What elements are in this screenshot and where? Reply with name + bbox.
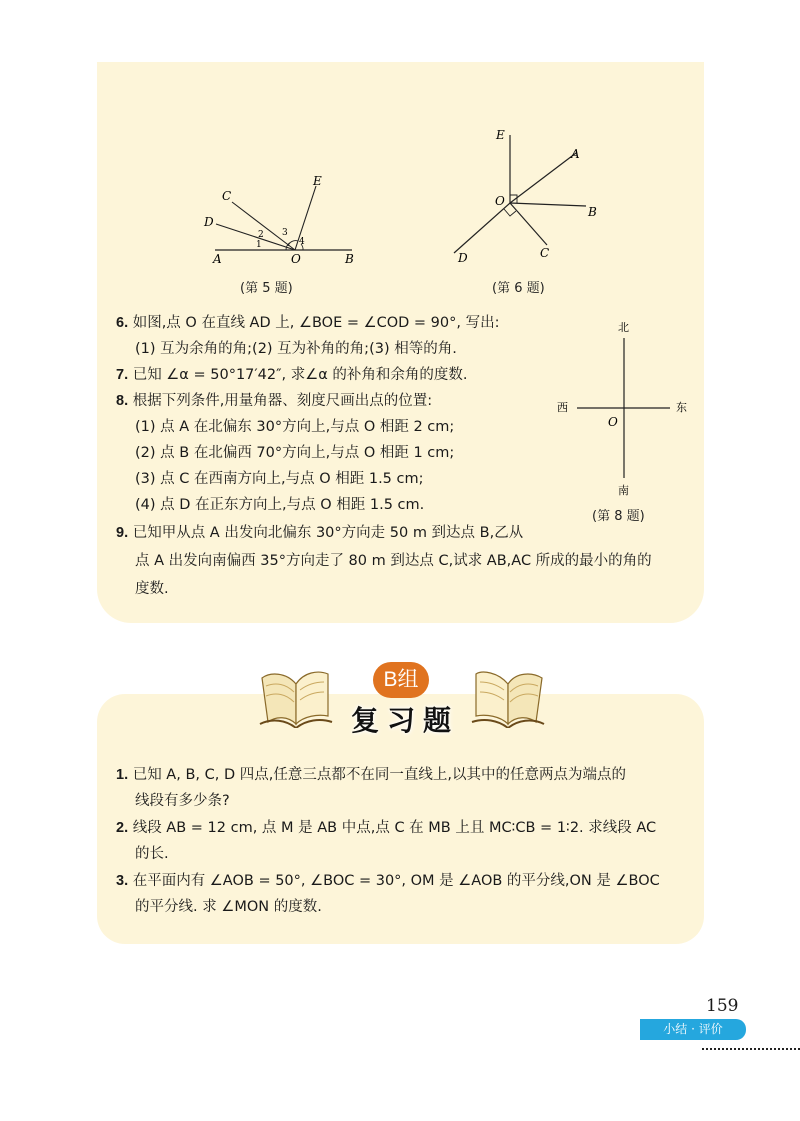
- label-O: O: [291, 252, 301, 266]
- open-book-icon-left: [258, 666, 334, 728]
- label-D: D: [458, 251, 468, 265]
- figure-8-caption: (第 8 题): [592, 509, 645, 524]
- problem-number: 9.: [116, 525, 129, 541]
- problem-text: 线段 AB = 12 cm, 点 M 是 AB 中点,点 C 在 MB 上且 MC∶CB = 1∶2. 求线段 AC: [132, 820, 657, 836]
- group-b-badge: B组: [373, 662, 429, 698]
- problem-text: 已知 ∠α = 50°17′42″, 求∠α 的补角和余角的度数.: [132, 367, 468, 383]
- problem-text: 根据下列条件,用量角器、刻度尺画出点的位置:: [132, 393, 433, 409]
- problem-9-line-2: 点 A 出发向南偏西 35°方向走了 80 m 到达点 C,试求 AB,AC 所成的最小的角的: [135, 553, 652, 569]
- problem-9-line-3: 度数.: [135, 581, 169, 597]
- line-dc: [454, 203, 510, 253]
- chapter-tag: 小结 · 评价: [640, 1019, 746, 1040]
- review-problem-2-line-2: 的长.: [135, 846, 169, 862]
- problem-number: 6.: [116, 315, 129, 331]
- ray-oc: [510, 203, 547, 245]
- figure-5-caption: (第 5 题): [240, 281, 293, 296]
- label-A: A: [213, 252, 222, 266]
- ray-ob: [510, 203, 586, 206]
- review-problem-1: [116, 762, 626, 788]
- label-B: B: [588, 205, 597, 219]
- problem-text: 在平面内有 ∠AOB = 50°, ∠BOC = 30°, OM 是 ∠AOB 的平分线,ON 是 ∠BOC: [132, 873, 660, 889]
- problem-8-line-3: (2) 点 B 在北偏西 70°方向上,与点 O 相距 1 cm;: [135, 445, 455, 461]
- figure-5-diagram: [200, 170, 370, 270]
- problem-8-line-2: (1) 点 A 在北偏东 30°方向上,与点 O 相距 2 cm;: [135, 419, 455, 435]
- label-C: C: [540, 246, 550, 260]
- problem-9: [116, 520, 523, 546]
- label-north: 北: [618, 321, 629, 334]
- problem-8-line-5: (4) 点 D 在正东方向上,与点 O 相距 1.5 cm.: [135, 497, 425, 513]
- label-C: C: [222, 189, 232, 203]
- problem-6: [116, 310, 499, 336]
- open-book-icon-right: [470, 666, 546, 728]
- figure-6-diagram: [440, 125, 610, 265]
- label-A: A: [571, 147, 580, 161]
- figure-6-caption: (第 6 题): [492, 281, 545, 296]
- label-E: E: [313, 174, 322, 188]
- figure-8-diagram: [552, 318, 702, 498]
- label-3: 3: [282, 228, 288, 238]
- label-O: O: [608, 415, 618, 429]
- label-4: 4: [299, 237, 305, 247]
- label-east: 东: [676, 401, 687, 414]
- right-angle-mark-2: [504, 209, 516, 216]
- label-1: 1: [256, 240, 262, 250]
- page-number: 159: [706, 996, 739, 1016]
- review-title: 复习题: [350, 704, 459, 737]
- label-B: B: [345, 252, 354, 266]
- label-O: O: [495, 194, 505, 208]
- dotted-divider: [702, 1048, 800, 1050]
- problem-text: 已知甲从点 A 出发向北偏东 30°方向走 50 m 到达点 B,乙从: [132, 525, 524, 541]
- label-west: 西: [557, 401, 568, 414]
- problem-number: 2.: [116, 820, 129, 836]
- problem-number: 1.: [116, 767, 129, 783]
- problem-8-line-4: (3) 点 C 在西南方向上,与点 O 相距 1.5 cm;: [135, 471, 424, 487]
- label-D: D: [204, 215, 214, 229]
- problem-number: 8.: [116, 393, 129, 409]
- label-south: 南: [618, 484, 629, 497]
- review-problem-2: [116, 815, 656, 841]
- problem-7: [116, 362, 468, 388]
- label-E: E: [496, 128, 505, 142]
- ray-oc: [232, 202, 295, 250]
- label-2: 2: [258, 230, 264, 240]
- review-problem-3: [116, 868, 660, 894]
- problem-text: 如图,点 O 在直线 AD 上, ∠BOE = ∠COD = 90°, 写出:: [132, 315, 500, 331]
- problem-8: [116, 388, 432, 414]
- problem-text: 已知 A, B, C, D 四点,任意三点都不在同一直线上,以其中的任意两点为端点的: [132, 767, 626, 783]
- problem-number: 3.: [116, 873, 129, 889]
- ray-oa: [510, 153, 576, 203]
- review-problem-3-line-2: 的平分线. 求 ∠MON 的度数.: [135, 899, 322, 915]
- problem-number: 7.: [116, 367, 129, 383]
- problem-6-line-2: (1) 互为余角的角;(2) 互为补角的角;(3) 相等的角.: [135, 341, 457, 357]
- review-problem-1-line-2: 线段有多少条?: [135, 793, 230, 809]
